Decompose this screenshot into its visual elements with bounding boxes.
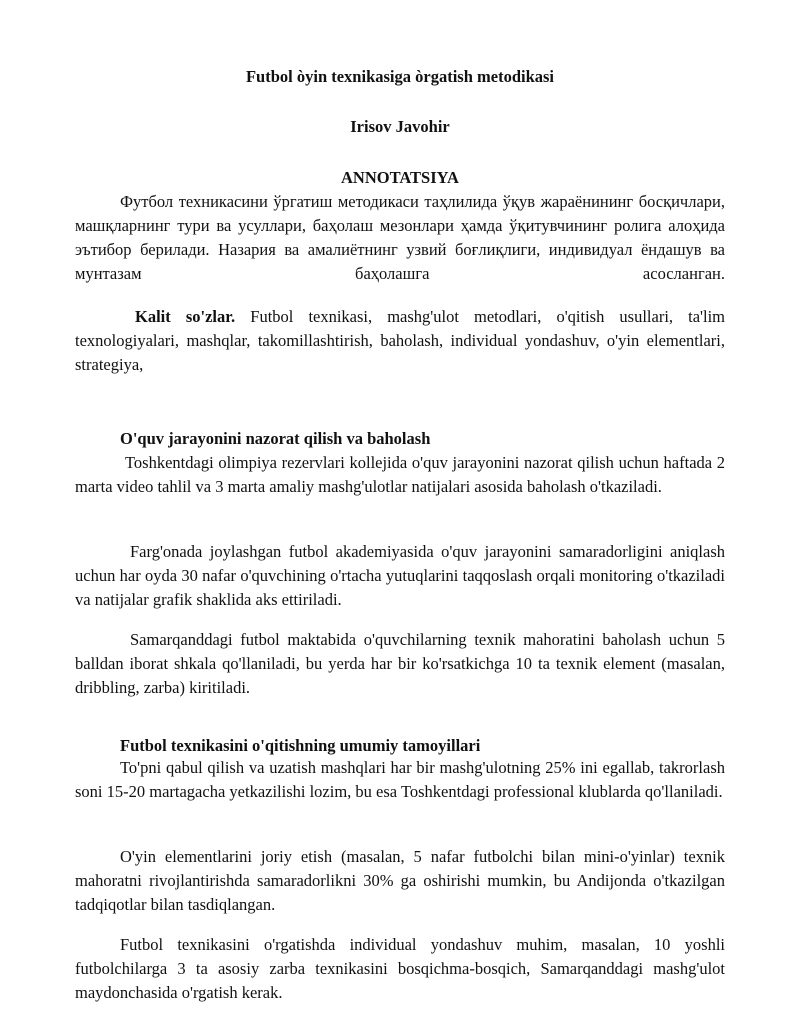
section-heading-assessment: O'quv jarayonini nazorat qilish va baholash <box>120 429 431 448</box>
paragraph-principles-3: Futbol texnikasini o'rgatishda individual yondashuv muhim, masalan, 10 yoshli futbolchilarga 3 ta asosiy zarba texnikasini bosqichma-bosqich, Samarqanddagi mashg'ulot maydonchasida o'rgatish kerak. <box>75 935 725 1002</box>
keywords-paragraph <box>75 305 725 377</box>
author-name: Irisov Javohir <box>350 117 450 136</box>
annotation-paragraph: Футбол техникасини ўргатиш методикаси таҳлилида ўқув жараёнининг босқичлари, машқларнинг тури ва усуллари, баҳолаш мезонлари ҳамда ўқитувчининг ролига алоҳида эътибор берилади. Назария ва амалиётнинг узвий боғлиқлиги, индивидуал ёндашув ва мунтазам баҳолашга асосланган. <box>75 192 725 283</box>
paragraph-assessment-2: Farg'onada joylashgan futbol akademiyasida o'quv jarayonini samaradorligini aniqlash uchun har oyda 30 nafar o'quvchining o'rtacha yutuqlarini taqqoslash orqali monitoring o'tkaziladi va natijalar grafik shaklida aks ettiriladi. <box>75 542 725 609</box>
document-title: Futbol òyin texnikasiga òrgatish metodikasi <box>245 67 555 86</box>
annotation-heading: ANNOTATSIYA <box>341 168 459 187</box>
keywords-text: Futbol texnikasi, mashg'ulot metodlari, o'qitish usullari, ta'lim texnologiyalari, mashqlar, takomillashtirish, baholash, individual yondashuv, o'yin elementlari, strategiya, <box>75 307 725 374</box>
paragraph-principles-1: To'pni qabul qilish va uzatish mashqlari har bir mashg'ulotning 25% ini egallab, takrorlash soni 15-20 martagacha yetkazilishi lozim, bu esa Toshkentdagi professional klublarda qo'llaniladi. <box>75 758 725 801</box>
paragraph-assessment-3: Samarqanddagi futbol maktabida o'quvchilarning texnik mahoratini baholash uchun 5 balldan iborat shkala qo'llaniladi, bu yerda har bir ko'rsatkichga 10 ta texnik element (masalan, dribbling, zarba) kiritiladi. <box>75 630 725 697</box>
paragraph-principles-2: O'yin elementlarini joriy etish (masalan, 5 nafar futbolchi bilan mini-o'yinlar) texnik mahoratni rivojlantirishda samaradorlikni 30% ga oshirishi mumkin, bu Andijonda o'tkazilgan tadqiqotlar bilan tasdiqlangan. <box>75 847 725 914</box>
keywords-label: Kalit so'zlar. <box>135 307 236 326</box>
section-heading-principles: Futbol texnikasini o'qitishning umumiy tamoyillari <box>120 736 481 755</box>
paragraph-assessment-1: Toshkentdagi olimpiya rezervlari kollejida o'quv jarayonini nazorat qilish uchun haftada 2 marta video tahlil va 3 marta amaliy mashg'ulotlar natijalari asosida baholash o'tkaziladi. <box>75 453 725 496</box>
